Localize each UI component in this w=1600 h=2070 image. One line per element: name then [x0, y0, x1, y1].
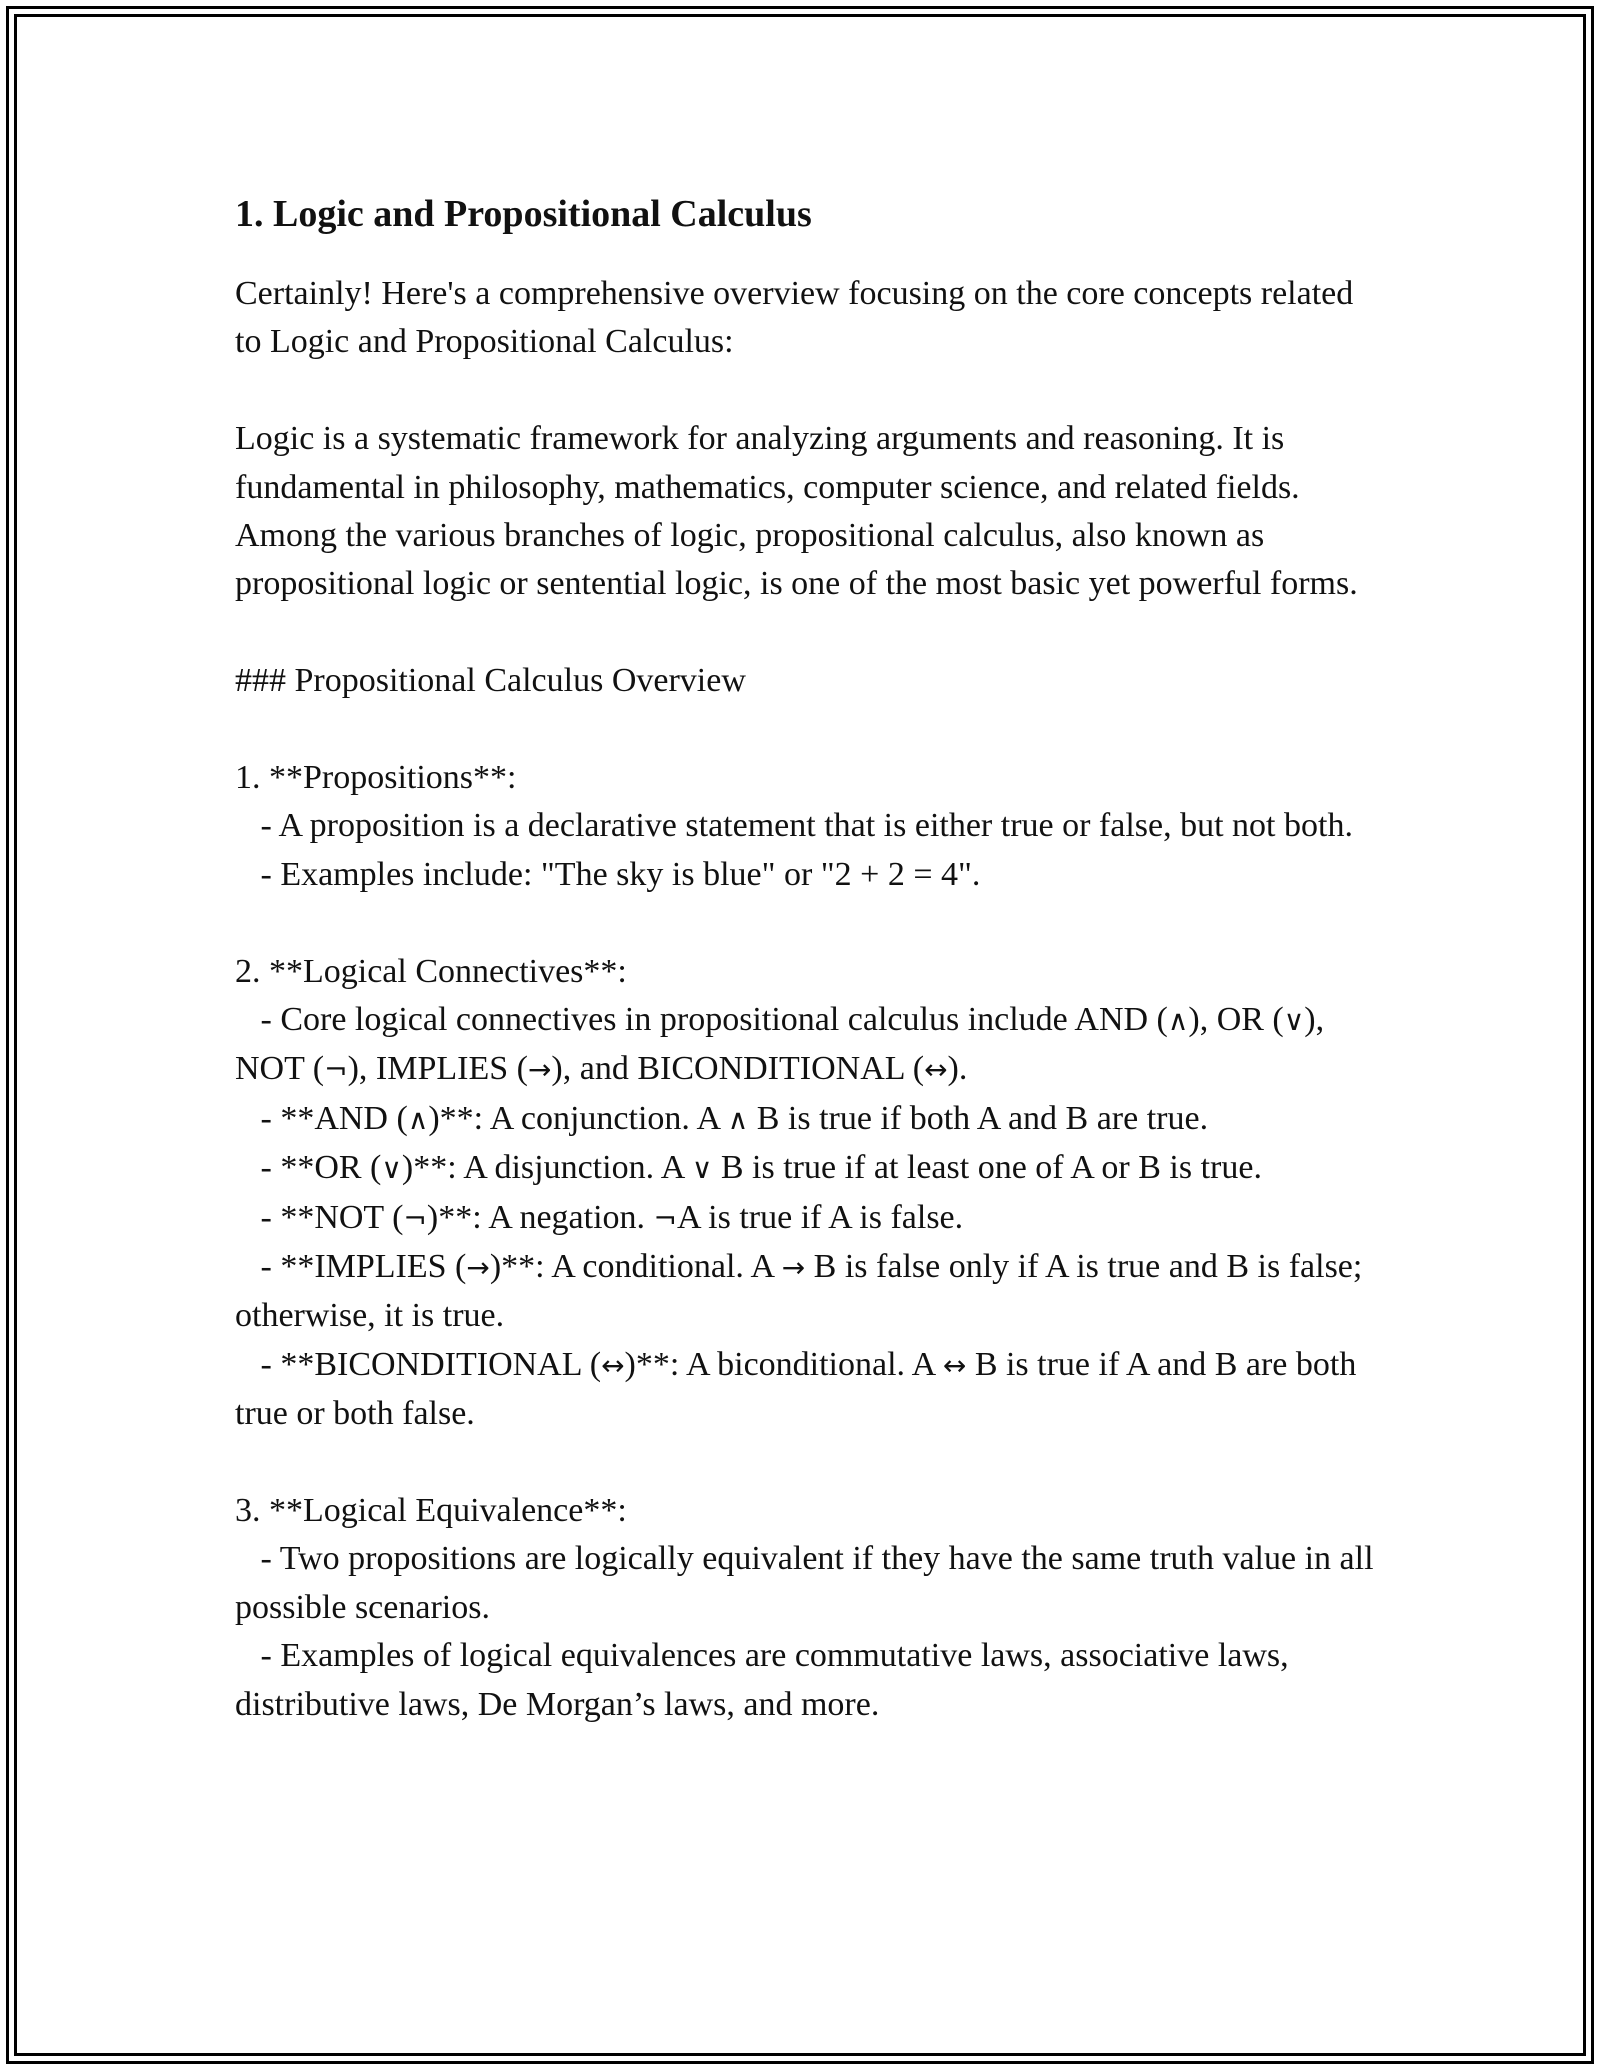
item-bullet: - **NOT (¬)**: A negation. ¬A is true if A is false.	[235, 1198, 964, 1236]
logic-symbol: ↔	[601, 1348, 625, 1382]
item-bullet: - A proposition is a declarative statement that is either true or false, but not both.	[235, 807, 1353, 845]
item-heading: 1. **Propositions**:	[235, 759, 517, 797]
item-heading: 3. **Logical Equivalence**:	[235, 1492, 627, 1530]
item-bullet: - Examples of logical equivalences are commutative laws, associative laws, distributive laws, De Morgan’s laws, and more.	[235, 1637, 1298, 1723]
item-heading: 2. **Logical Connectives**:	[235, 952, 627, 990]
logic-symbol: ¬	[653, 1201, 677, 1235]
document-body	[235, 185, 1383, 1729]
logic-symbol: →	[527, 1053, 552, 1087]
item-bullet: - Examples include: "The sky is blue" or "2 + 2 = 4".	[235, 855, 981, 893]
paragraph-gap	[235, 1439, 1375, 1487]
logic-symbol: ¬	[403, 1201, 427, 1235]
intro-paragraph: Certainly! Here's a comprehensive overview focusing on the core concepts related to Logic and Propositional Calculus:	[235, 275, 1362, 361]
item-bullet: - **BICONDITIONAL (↔)**: A biconditional. A ↔ B is true if A and B are both true or both false.	[235, 1345, 1365, 1433]
logic-symbol: →	[781, 1251, 806, 1285]
document-title: 1. Logic and Propositional Calculus	[235, 193, 812, 235]
logic-symbol: →	[466, 1251, 490, 1285]
logic-paragraph: Logic is a systematic framework for analyzing arguments and reasoning. It is fundamental in philosophy, mathematics, computer science, and related fields. Among the various branches of logic, propositional calculus, also known as propositional logic or sentential logic, is one of the most basic yet powerful forms.	[235, 420, 1358, 603]
paragraph-gap	[235, 609, 1375, 657]
list-item	[235, 1487, 1383, 1729]
logic-symbol: ∨	[691, 1152, 713, 1186]
item-bullet: - **IMPLIES (→)**: A conditional. A → B is false only if A is true and B is false; otherwise, it is true.	[235, 1248, 1371, 1335]
item-bullet: - **AND (∧)**: A conjunction. A ∧ B is true if both A and B are true.	[235, 1099, 1209, 1137]
logic-symbol: ∧	[1167, 1004, 1189, 1038]
logic-symbol: ∧	[407, 1102, 429, 1136]
paragraph-gap	[235, 367, 1375, 415]
item-bullet: - Core logical connectives in propositional calculus include AND (∧), OR (∨), NOT (¬), IMPLIES (→), and BICONDITIONAL (↔).	[235, 1001, 1333, 1088]
list-item	[235, 754, 1375, 899]
logic-symbol: ∨	[1283, 1004, 1305, 1038]
section-heading: ### Propositional Calculus Overview	[235, 662, 746, 700]
logic-symbol: ↔	[924, 1053, 948, 1087]
item-bullet: - Two propositions are logically equivalent if they have the same truth value in all possible scenarios.	[235, 1540, 1383, 1626]
logic-symbol: ↔	[942, 1348, 967, 1382]
paragraph-gap	[235, 899, 1375, 947]
logic-symbol: ∨	[381, 1152, 402, 1186]
item-bullet: - **OR (∨)**: A disjunction. A ∨ B is true if at least one of A or B is true.	[235, 1149, 1262, 1187]
logic-symbol: ∧	[727, 1102, 749, 1136]
paragraph-gap	[235, 706, 1375, 754]
logic-symbol: ¬	[324, 1053, 348, 1087]
list-item	[235, 948, 1375, 1439]
